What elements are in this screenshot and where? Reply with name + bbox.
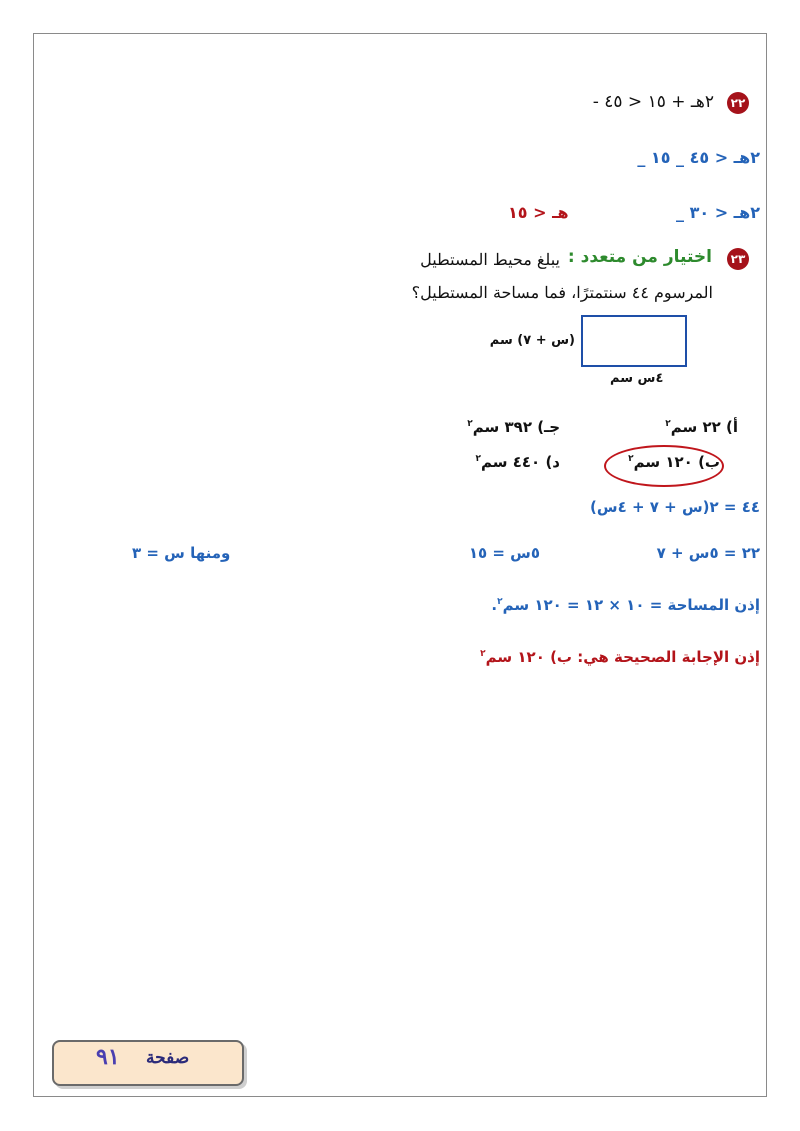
question-text-line-1: يبلغ محيط المستطيل [420, 250, 560, 269]
work-equation-2b: ٥س = ١٥ [468, 544, 540, 562]
question-text-line-2: المرسوم ٤٤ سنتمترًا، فما مساحة المستطيل؟ [411, 283, 713, 302]
solution-step-1: _ ٢هـ < ٤٥ _ ١٥ [637, 148, 760, 167]
solution-step-2: _ ٢هـ < ٣٠ [676, 203, 760, 222]
page-number: ٩١ [96, 1044, 120, 1070]
rectangle-bottom-label: ٤س سم [610, 371, 664, 386]
question-heading: اختيار من متعدد : [567, 247, 712, 267]
rectangle-side-label: (س + ٧) سم [489, 333, 575, 348]
option-c: جـ) ٣٩٢ سم$^٢$ [467, 418, 560, 436]
work-equation-2c: ومنها س = ٣ [132, 544, 231, 562]
solution-result: هـ < ١٥ [508, 203, 569, 222]
work-equation-2a: ٢٢ = ٥س + ٧ [656, 544, 760, 562]
option-b: ب) ١٢٠ سم$^٢$ [628, 453, 720, 471]
final-answer: إذن الإجابة الصحيحة هي: ب) ١٢٠ سم$^٢$ [480, 648, 760, 666]
question-number-badge: ٢٢ [727, 92, 749, 114]
rectangle-figure [581, 315, 687, 367]
correct-answer-circle [604, 445, 724, 487]
option-d: د) ٤٤٠ سم$^٢$ [475, 453, 560, 471]
work-area: إذن المساحة = ١٠ × ١٢ = ١٢٠ سم$^٢$. [491, 596, 760, 614]
question-inequality: - ٢هـ + ١٥ < ٤٥ [592, 92, 714, 112]
page-frame [33, 33, 767, 1097]
option-a: أ) ٢٢ سم$^٢$ [665, 418, 738, 436]
work-equation-1: ٤٤ = ٢(س + ٧ + ٤س) [590, 498, 760, 516]
question-number-badge: ٢٣ [727, 248, 749, 270]
page-label: صفحة [146, 1048, 190, 1068]
